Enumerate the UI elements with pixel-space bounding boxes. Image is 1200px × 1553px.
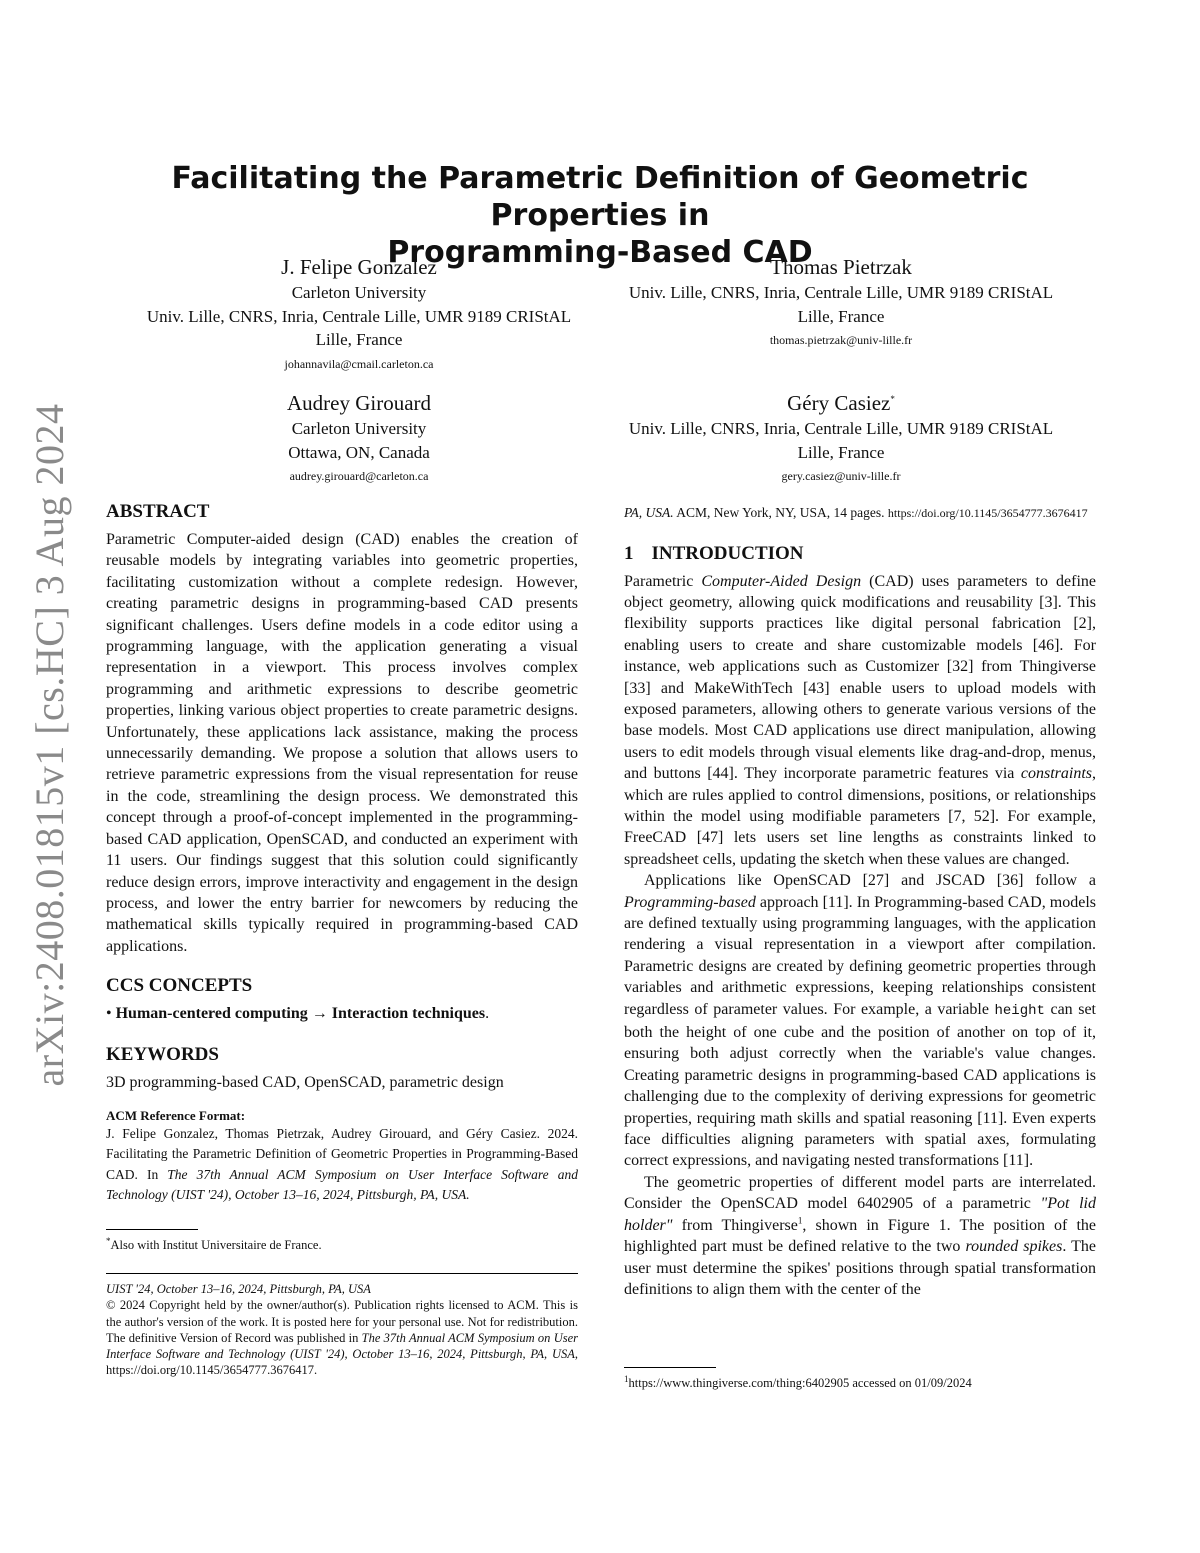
author-block-gonzalez [106,254,612,376]
ccs-heading: CCS CONCEPTS [106,975,253,997]
author-name-text: Géry Casiez [787,391,891,415]
acm-reference-venue: The 37th Annual ACM Symposium on User Interface Software and Technology (UIST '24), October 13–16, 2024, Pittsburgh, PA, USA. [106,1166,578,1203]
copyright-text [106,1297,578,1378]
copyright-text-italic: The 37th Annual ACM Symposium on User Interface Software and Technology (UIST '24), October 13–16, 2024, Pittsburgh, PA, USA [106,1330,578,1362]
author-name: Audrey Girouard [286,391,432,415]
author-affiliation: Univ. Lille, CNRS, Inria, Centrale Lille, UMR 9189 CRIStAL [628,283,1054,302]
footnote-rule-1 [624,1367,716,1368]
copyright-venue: UIST '24, October 13–16, 2024, Pittsburgh, PA, USA [106,1282,371,1296]
copyright-text-doi[interactable]: , https://doi.org/10.1145/3654777.3676417. [106,1347,578,1378]
footnote-star [106,1237,578,1253]
left-column [106,500,578,1206]
author-affiliation: Lille, France [315,330,403,349]
emphasis: constraints [1020,765,1092,783]
acm-reference-heading: ACM Reference Format: [106,1107,246,1123]
author-affiliation: Carleton University [291,419,427,438]
author-name: Thomas Pietrzak [770,255,912,279]
copyright-block [106,1281,578,1379]
right-column [624,503,1096,1300]
ccs-item-2: Interaction techniques [331,1005,486,1023]
emphasis: Programming-based [624,893,756,911]
author-block-pietrzak [590,254,1092,352]
author-affiliation: Carleton University [291,283,427,302]
footnote-1 [624,1375,1096,1391]
emphasis: rounded spikes [965,1238,1063,1256]
arxiv-identifier: arXiv:2408.01815v1 [cs.HC] 3 Aug 2024 [27,403,72,1087]
author-affiliation: Lille, France [797,306,885,326]
footnote-rule [106,1229,198,1230]
keywords-heading: KEYWORDS [106,1043,219,1065]
author-block-casiez [590,390,1092,488]
author-affiliation: Ottawa, ON, Canada [288,442,430,462]
author-name: J. Felipe Gonzalez [281,255,437,279]
abstract-text: Parametric Computer-aided design (CAD) enables the creation of reusable models by integrating variables into geometric properties, facilitating customization without a complete redesign. However, creating parametric designs in programming-based CAD presents significant challenges. Users define models in a code editor using a programming language, with the application generating a visual representation in a viewport. This process involves complex programming and arithmetic expressions to describe geometric properties, linking various object properties to create parametric designs. Unfortunately, these applications lack assistance, making the process unnecessarily demanding. We propose a solution that allows users to retrieve parametric expressions from the visual representation for reuse in the code, streamlining the design process. We demonstrated this concept through a proof-of-concept implemented in the programming-based CAD application, OpenSCAD, and conducted an experiment with 11 users. Our findings suggest that this solution could significantly reduce design errors, improve interactivity and engagement in the design process, and lower the entry barrier for newcomers by reducing the mathematical skills typically required in programming-based CAD applications. [106,531,578,955]
introduction-heading [624,542,1096,566]
title-line-2: Programming-Based CAD [387,235,813,270]
copyright-text-plain: © 2024 Copyright held by the owner/author(s). Publication rights licensed to ACM. This is the author's version of the work. It is posted here for your personal use. Not for redistribution. The definitive Version of Record was published in [106,1298,578,1345]
acm-reference-location: PA, USA. [624,505,674,520]
ccs-item-1: Human-centered computing [115,1005,308,1023]
ccs-concepts [106,1003,578,1024]
acm-reference-continued [624,503,1096,524]
code-term: height [994,1002,1045,1019]
acm-reference-doi[interactable]: https://doi.org/10.1145/3654777.3676417 [887,506,1088,520]
intro-paragraph-3: The geometric properties of different model parts are interrelated. Consider the OpenSCAD model 6402905 of a parametric "Pot lid holder" from Thingiverse$^1$, shown in Figure 1. The position of the highlighted part must be defined relative to the two rounded spikes. The user must determine the spikes' positions through spatial transformation definitions to align them with the center of the [624,1173,1097,1298]
ccs-arrow: → [311,1005,328,1023]
acm-reference-rest: ACM, New York, NY, USA, 14 pages. [673,505,888,520]
author-email[interactable]: johannavila@cmail.carleton.ca [284,356,434,371]
author-affiliation: Lille, France [797,442,885,462]
author-name [590,390,1092,417]
ccs-end: . [485,1005,490,1023]
footnote-text: Also with Institut Universitaire de France. [110,1238,322,1252]
copyright-rule [106,1273,578,1274]
acm-reference-text [106,1124,578,1206]
acm-reference-plain: J. Felipe Gonzalez, Thomas Pietrzak, Audrey Girouard, and Géry Casiez. 2024. Facilitating the Parametric Definition of Geometric Properties in Programming-Based CAD. In [106,1125,578,1182]
section-title: INTRODUCTION [651,542,804,564]
ccs-bullet: • [106,1005,112,1023]
intro-paragraph-1: Parametric Computer-Aided Design (CAD) uses parameters to define object geometry, allowing quick modifications and reusability [3]. This flexibility supports practices like digital personal fabrication [2], enabling users to create and share customizable models [46]. For instance, web applications such as Customizer [32] from Thingiverse [33] and MakeWithTech [43] enable users to upload models with exposed parameters, allowing others to generate various versions of the base models. Most CAD applications use direct manipulation, allowing users to edit models through visual elements like drag-and-drop, menus, and buttons [44]. They incorporate parametric features via constraints, which are rules applied to control dimensions, positions, or relationships within the model using modifiable parameters [7, 52]. For example, FreeCAD [47] lets users set line lengths as constraints linked to spreadsheet cells, updating the sketch when these values are changed. [624,572,1097,868]
author-affiliation: Univ. Lille, CNRS, Inria, Centrale Lille, UMR 9189 CRIStAL [146,306,572,326]
abstract-heading: ABSTRACT [106,501,210,522]
author-email[interactable]: audrey.girouard@carleton.ca [289,469,429,483]
footnote-mark: 1 [624,1373,629,1384]
footnote-url[interactable]: https://www.thingiverse.com/thing:6402905 accessed on 01/09/2024 [628,1376,972,1390]
footnote-mark: 1 [797,1215,803,1226]
footnote-mark: * [106,1235,111,1246]
footnote-mark: * [890,394,895,404]
title-line-1: Facilitating the Parametric Definition of Geometric Properties in [171,161,1029,233]
section-number: 1 [624,542,634,564]
author-email[interactable]: gery.casiez@univ-lille.fr [781,469,901,483]
author-email[interactable]: thomas.pietrzak@univ-lille.fr [769,333,913,347]
emphasis: Computer-Aided Design [701,572,862,590]
author-block-girouard [106,390,612,488]
keywords-text: 3D programming-based CAD, OpenSCAD, parametric design [106,1073,504,1091]
emphasis: "Pot lid holder" [624,1195,1097,1234]
author-affiliation: Univ. Lille, CNRS, Inria, Centrale Lille, UMR 9189 CRIStAL [628,419,1054,438]
intro-paragraph-2: Applications like OpenSCAD [27] and JSCAD [36] follow a Programming-based approach [11]. In Programming-based CAD, models are defined textually using programming languages, with the application rendering a visual representation in a viewport after compilation. Parametric designs are created by defining geometric properties through variables and arithmetic expressions, keeping relationships consistent regardless of parameter values. For example, a variable height can set both the height of one cube and the position of another on top of it, ensuring both adjust correctly when the variable's value changes. Creating parametric designs in programming-based CAD applications is challenging due to the complexity of deriving expressions for geometric properties, requiring math skills and spatial reasoning [11]. Even experts face difficulties aligning parameters with spatial axes, formulating correct expressions, and navigating nested transformations [11]. [624,872,1097,1170]
